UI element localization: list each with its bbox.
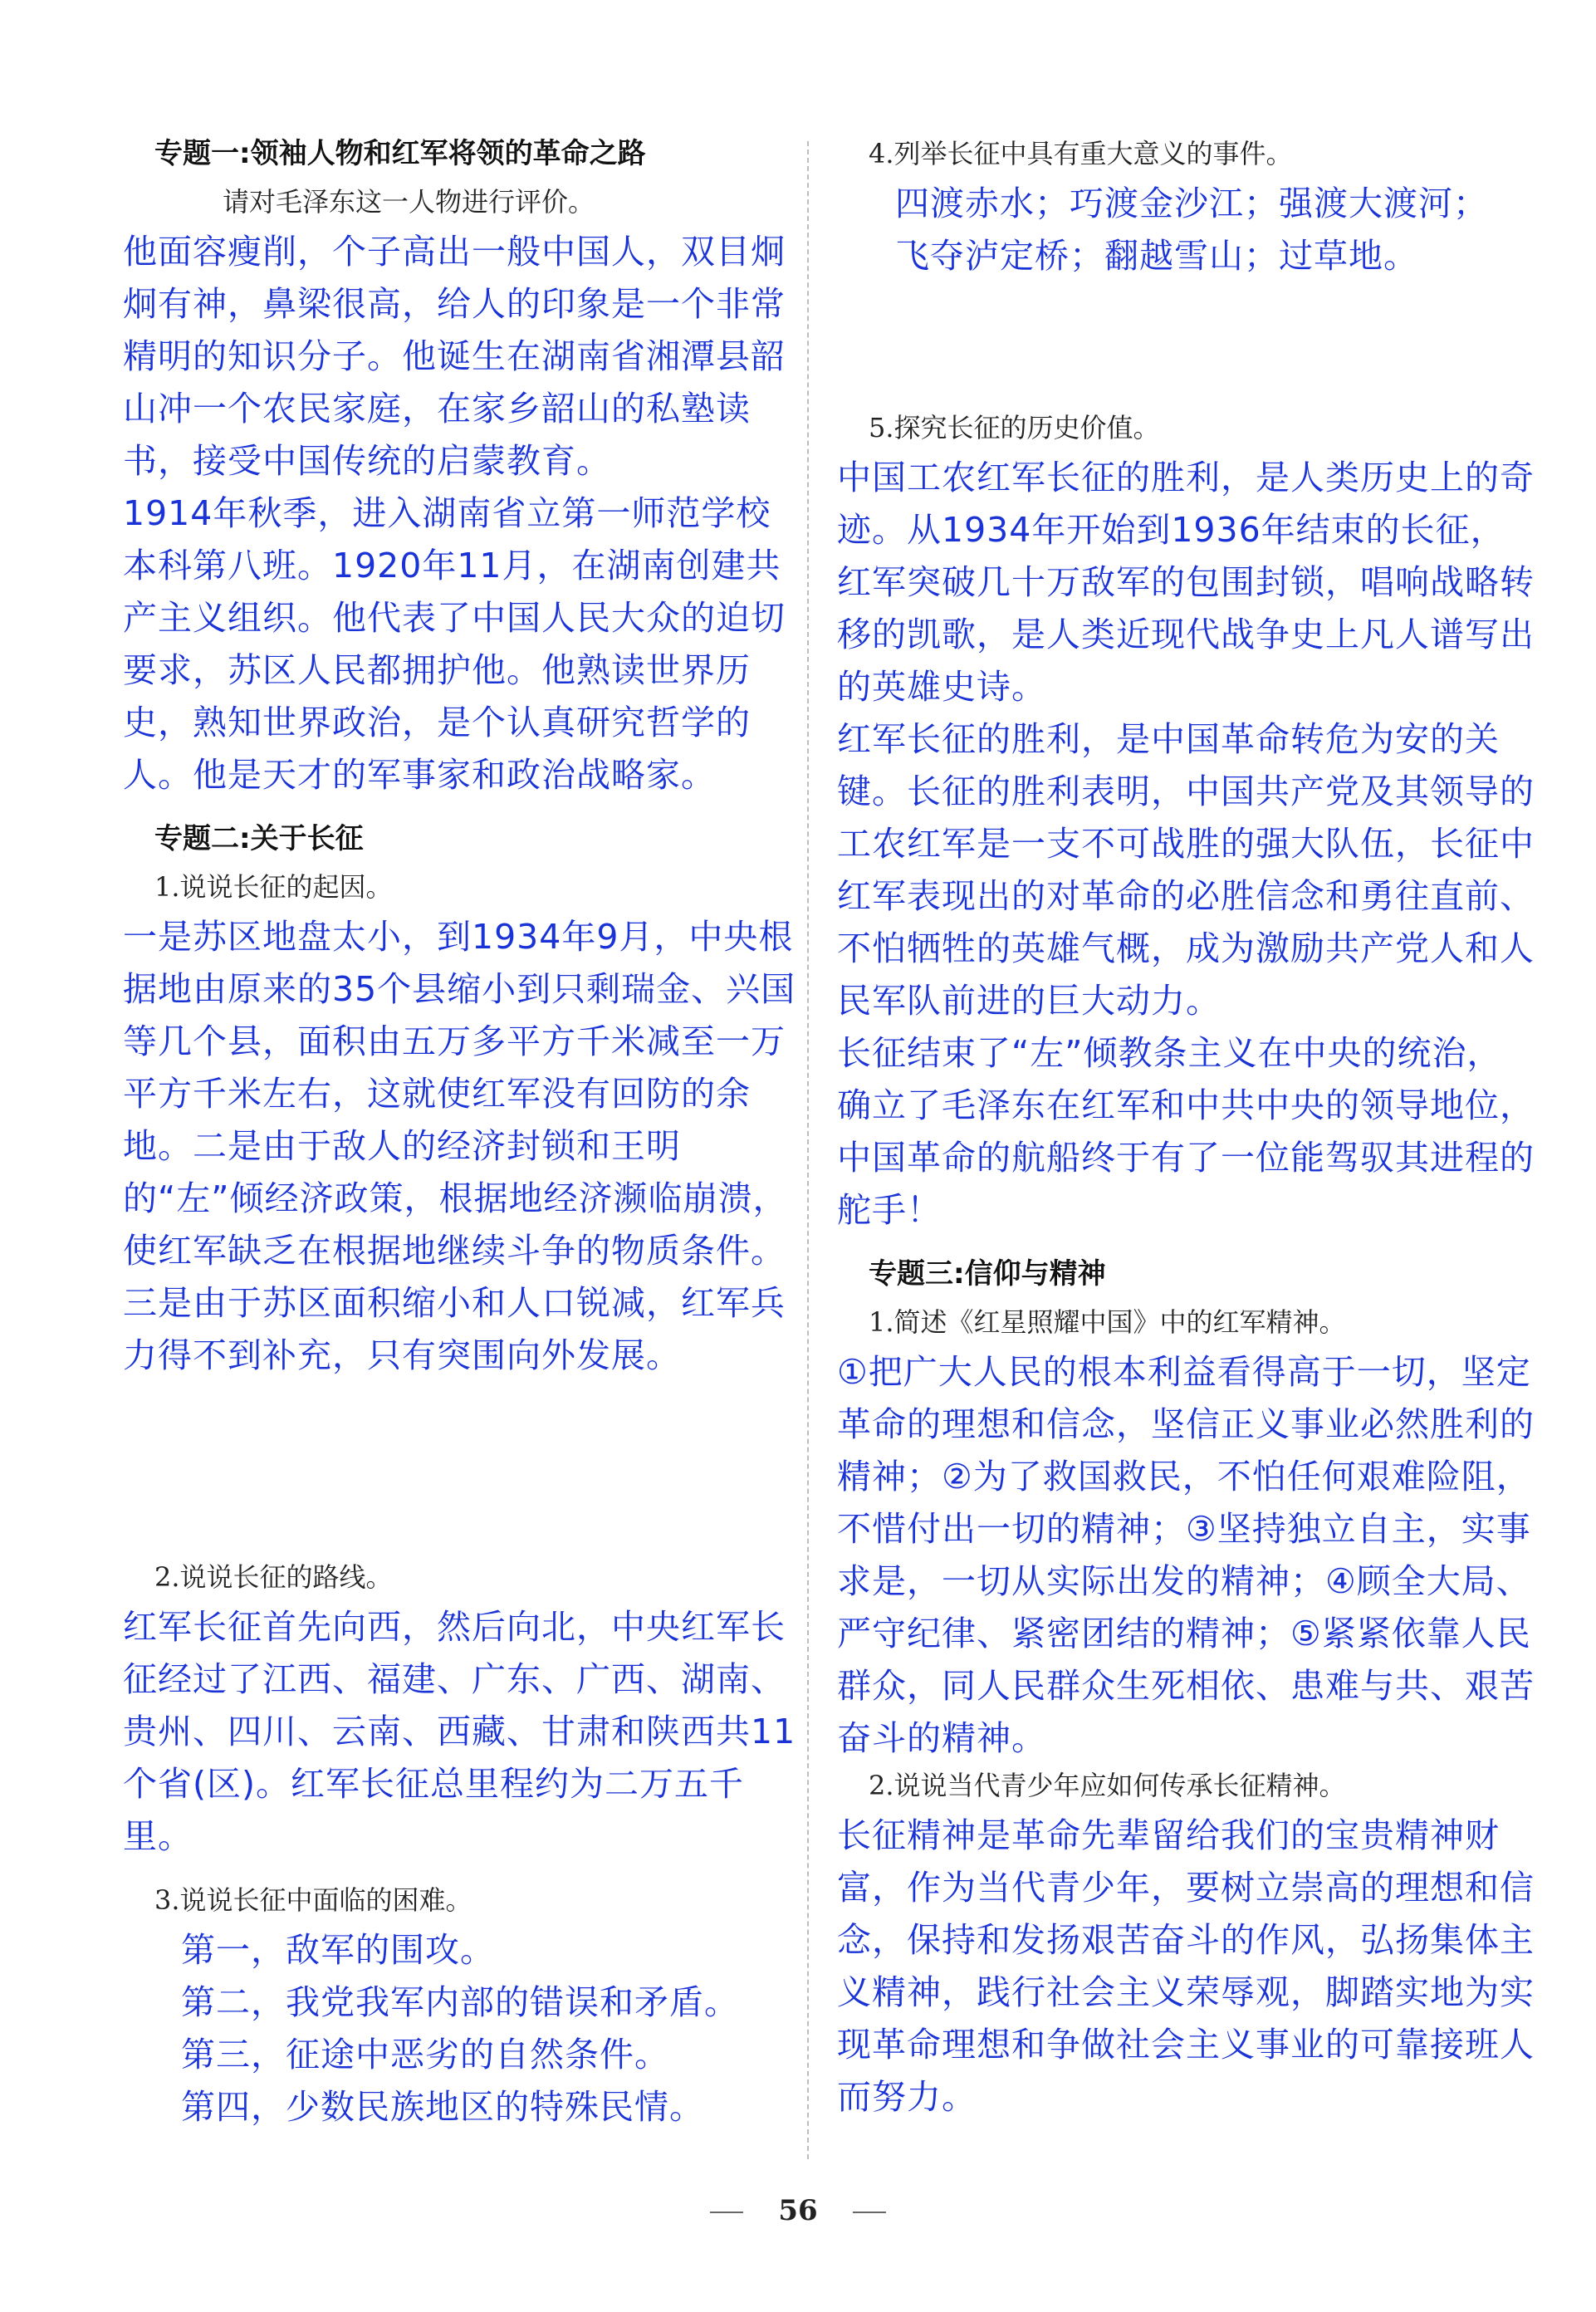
answer-value-part3: 长征结束了“左”倾教条主义在中央的统治，确立了毛泽东在红军和中共中央的领导地位，中国革命的航船终于有了一位能驾驭其进程的舵手！	[837, 1033, 1535, 1230]
page-footer	[0, 2194, 1596, 2227]
question-difficulties: 3.说说长征中面临的困难。	[154, 1884, 472, 1916]
answer-inherit-spirit: 长征精神是革命先辈留给我们的宝贵精神财富，作为当代青少年，要树立崇高的理想和信念，保持和发扬艰苦奋斗的作风，弘扬集体主义精神，践行社会主义荣辱观，脚踏实地为实现革命理想和争做社会主义事业的可靠接班人而努力。	[837, 1815, 1535, 2117]
right-column	[837, 133, 1535, 2123]
answer-route: 红军长征首先向西，然后向北，中央红军长征经过了江西、福建、广东、广西、湖南、贵州、四川、云南、西藏、甘肃和陕西共11个省(区)。红军长征总里程约为二万五千里。	[123, 1607, 796, 1856]
footer-dash-right	[853, 2212, 886, 2213]
answer-difficulty-2: 第二，我党我军内部的错误和矛盾。	[181, 1982, 739, 2022]
question-historical-value: 5.探究长征的历史价值。	[869, 412, 1160, 443]
question-route: 2.说说长征的路线。	[154, 1561, 393, 1593]
answer-difficulty-1: 第一，敌军的围攻。	[181, 1930, 495, 1970]
topic-one-heading: 专题一:领袖人物和红军将领的革命之路	[154, 137, 646, 170]
footer-dash-left	[710, 2212, 743, 2213]
answer-key-events-line2: 飞夺泸定桥；翻越雪山；过草地。	[895, 236, 1418, 276]
answer-key-events-line1: 四渡赤水；巧渡金沙江；强渡大渡河；	[895, 184, 1488, 223]
question-red-army-spirit: 1.简述《红星照耀中国》中的红军精神。	[869, 1306, 1346, 1338]
page-number: 56	[778, 2194, 818, 2227]
answer-difficulty-4: 第四，少数民族地区的特殊民情。	[181, 2087, 704, 2127]
answer-difficulty-3: 第三，征途中恶劣的自然条件。	[181, 2035, 669, 2074]
answer-value-part2: 红军长征的胜利，是中国革命转危为安的关键。长征的胜利表明，中国共产党及其领导的工农红军是一支不可战胜的强大队伍，长征中红军表现出的对革命的必胜信念和勇往直前、不怕牺牲的英雄气概，成为激励共产党人和人民军队前进的巨大动力。	[837, 719, 1535, 1021]
answer-value-part1: 中国工农红军长征的胜利，是人类历史上的奇迹。从1934年开始到1936年结束的长征，红军突破几十万敌军的包围封锁，唱响战略转移的凯歌，是人类近现代战争史上凡人谱写出的英雄史诗。	[837, 458, 1535, 707]
topic-one-answer-part2: 1914年秋季，进入湖南省立第一师范学校本科第八班。1920年11月，在湖南创建共产主义组织。他代表了中国人民大众的迫切要求，苏区人民都拥护他。他熟读世界历史，熟知世界政治，是个认真研究哲学的人。他是天才的军事家和政治战略家。	[123, 493, 786, 795]
column-divider	[807, 141, 809, 2159]
question-causes: 1.说说长征的起因。	[154, 871, 393, 903]
topic-two-heading: 专题二:关于长征	[154, 822, 364, 855]
topic-three-heading: 专题三:信仰与精神	[869, 1257, 1106, 1291]
left-column	[123, 133, 805, 2133]
question-key-events: 4.列举长征中具有重大意义的事件。	[869, 138, 1293, 169]
topic-one-answer-part1: 他面容瘦削，个子高出一般中国人，双目炯炯有神，鼻梁很高，给人的印象是一个非常精明的知识分子。他诞生在湖南省湘潭县韶山冲一个农民家庭，在家乡韶山的私塾读书，接受中国传统的启蒙教育。	[123, 232, 786, 481]
answer-causes: 一是苏区地盘太小，到1934年9月，中央根据地由原来的35个县缩小到只剩瑞金、兴国等几个县，面积由五万多平方千米减至一万平方千米左右，这就使红军没有回防的余地。二是由于敌人的经济封锁和王明的“左”倾经济政策，根据地经济濒临崩溃，使红军缺乏在根据地继续斗争的物质条件。三是由于苏区面积缩小和人口锐减，红军兵力得不到补充，只有突围向外发展。	[123, 917, 796, 1375]
answer-red-army-spirit: ①把广大人民的根本利益看得高于一切，坚定革命的理想和信念，坚信正义事业必然胜利的精神；②为了救国救民，不怕任何艰难险阻，不惜付出一切的精神；③坚持独立自主，实事求是，一切从实际出发的精神；④顾全大局、严守纪律、紧密团结的精神；⑤紧紧依靠人民群众，同人民群众生死相依、患难与共、艰苦奋斗的精神。	[837, 1352, 1535, 1758]
topic-one-question: 请对毛泽东这一人物进行评价。	[223, 186, 595, 218]
question-inherit-spirit: 2.说说当代青少年应如何传承长征精神。	[869, 1770, 1346, 1801]
